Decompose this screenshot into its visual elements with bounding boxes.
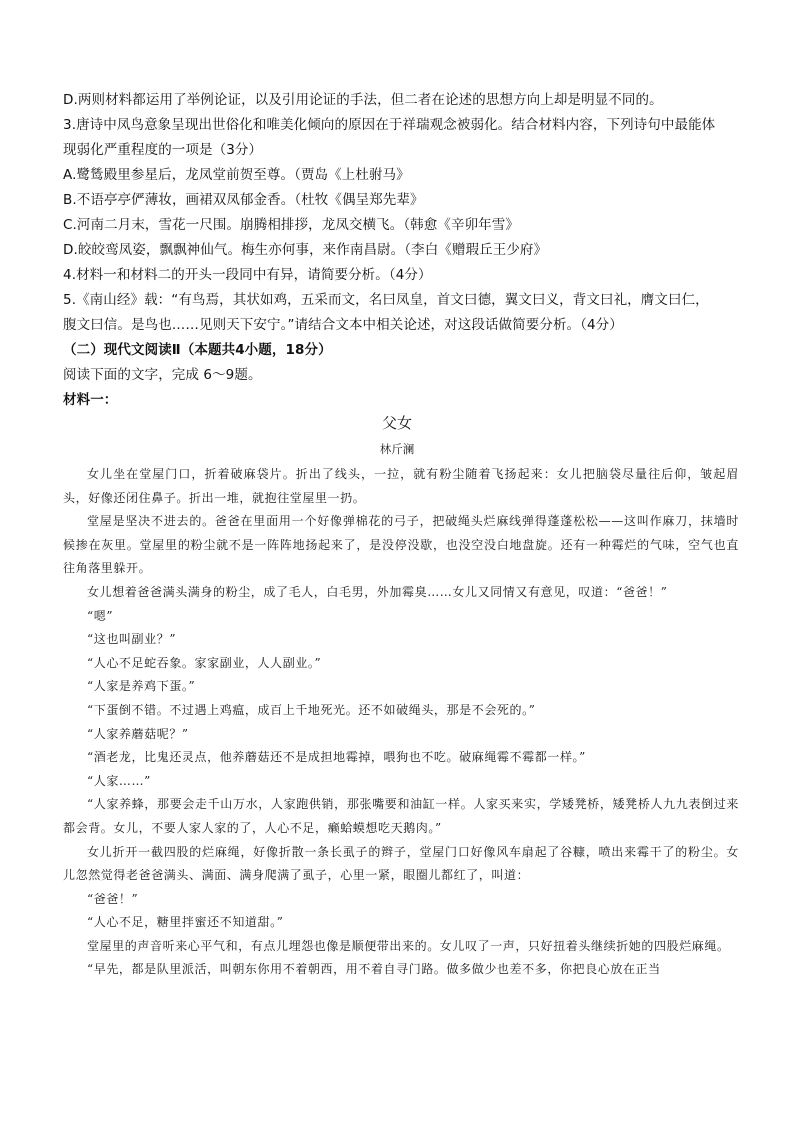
question-3-option-b: B.不语亭亭俨薄妆，画裙双凤郁金香。（杜牧《偶呈郑先辈》	[63, 192, 424, 208]
story-title: 父女	[381, 414, 412, 432]
story-paragraph: “酒老龙，比鬼还灵点，他养蘑菇还不是成担地霉掉，喂狗也不吃。破麻绳霉不霉都一样。”	[87, 750, 586, 765]
question-3-option-a: A.鹭鸶殿里参星后，龙凤堂前贺至尊。（贾岛《上杜驸马》	[63, 167, 410, 183]
story-paragraph: “下蛋倒不错。不过遇上鸡瘟，成百上千地死光。还不如破绳头，那是不会死的。”	[87, 702, 536, 717]
question-5-line2: 腹文曰信。是鸟也……见则天下安宁。”请结合文本中相关论述，对这段话做简要分析。（4分）	[63, 317, 623, 333]
question-4: 4.材料一和材料二的开头一段同中有异，请简要分析。（4分）	[63, 267, 432, 283]
section-instruction: 阅读下面的文字，完成 6～9题。	[63, 367, 262, 383]
story-paragraph: 女儿折开一截四股的烂麻绳，好像折散一条长虱子的辫子，堂屋门口好像风车扇起了谷糠，喷出来霉干了的粉尘。女儿忽然觉得老爸爸满头、满面、满身爬满了虱子，心里一紧，眼圈儿都红了，叫道：	[63, 844, 739, 883]
question-3-option-c: C.河南二月末，雪花一尺围。崩腾相排拶，龙凤交横飞。（韩愈《辛卯年雪》	[63, 217, 519, 233]
story-paragraph: 女儿想着爸爸满头满身的粉尘，成了毛人，白毛男，外加霉臭……女儿又同情又有意见，叹道：“爸爸！”	[87, 584, 668, 599]
question-5-line1: 5.《南山经》载：“有鸟焉，其状如鸡，五采而文，名曰凤皇，首文曰德，翼文曰义，背文曰礼，膺文曰仁，	[63, 292, 709, 308]
story-paragraph: “早先，都是队里派活，叫朝东你用不着朝西，用不着自寻门路。做多做少也差不多，你把良心放在正当	[87, 962, 661, 977]
section-heading: （二）现代文阅读Ⅱ（本题共4小题，18分）	[63, 342, 332, 358]
option-d: D.两则材料都运用了举例论证，以及引用论证的手法，但二者在论述的思想方向上却是明显不同的。	[63, 92, 663, 108]
story-paragraph: “这也叫副业？”	[87, 632, 177, 647]
question-3-stem-line2: 现弱化严重程度的一项是（3分）	[63, 142, 263, 158]
story-paragraph: “人家是养鸡下蛋。”	[87, 679, 196, 694]
story-paragraph: “爸爸！”	[87, 891, 139, 906]
question-3-stem-line1: 3.唐诗中凤鸟意象呈现出世俗化和唯美化倾向的原因在于祥瑞观念被弱化。结合材料内容，下列诗句中最能体	[63, 117, 716, 133]
story-paragraph: 女儿坐在堂屋门口，折着破麻袋片。折出了线头，一拉，就有粉尘随着飞扬起来：女儿把脑袋尽量往后仰，皱起眉头，好像还闭住鼻子。折出一堆，就抱往堂屋里一扔。	[63, 467, 739, 505]
question-3-option-d: D.皎皎鸾凤姿，飘飘神仙气。梅生亦何事，来作南昌尉。（李白《赠瑕丘王少府》	[63, 242, 548, 258]
story-body	[63, 463, 739, 982]
story-author: 林斤澜	[379, 442, 415, 456]
story-paragraph: 堂屋里的声音听来心平气和，有点儿埋怨也像是顺便带出来的。女儿叹了一声，只好扭着头继续折她的四股烂麻绳。	[87, 938, 730, 953]
story-paragraph: “人家养蜂，那要会走千山万水，人家跑供销，那张嘴要和油缸一样。人家买来实，学矮凳桥，矮凳桥人九九表倒过来都会背。女儿，不要人家人家的了，人心不足，癞蛤蟆想吃天鹅肉。”	[63, 797, 739, 835]
story-paragraph: “嗯”	[87, 608, 114, 623]
material-label: 材料一：	[63, 392, 118, 408]
story-paragraph: 堂屋是坚决不进去的。爸爸在里面用一个好像弹棉花的弓子，把破绳头烂麻线弹得蓬蓬松松——这叫作麻刀，抹墙时候掺在灰里。堂屋里的粉尘就不是一阵阵地扬起来了，是没停没歇，也没空没白地盘旋。还有一种霉烂的气味，空气也直往角落里躲开。	[63, 514, 739, 576]
story-paragraph: “人家养蘑菇呢？”	[87, 726, 189, 741]
story-paragraph: “人心不足，糖里拌蜜还不知道甜。”	[87, 915, 284, 930]
story-paragraph: “人家……”	[87, 773, 151, 788]
story-paragraph: “人心不足蛇吞象。家家副业，人人副业。”	[87, 655, 322, 670]
